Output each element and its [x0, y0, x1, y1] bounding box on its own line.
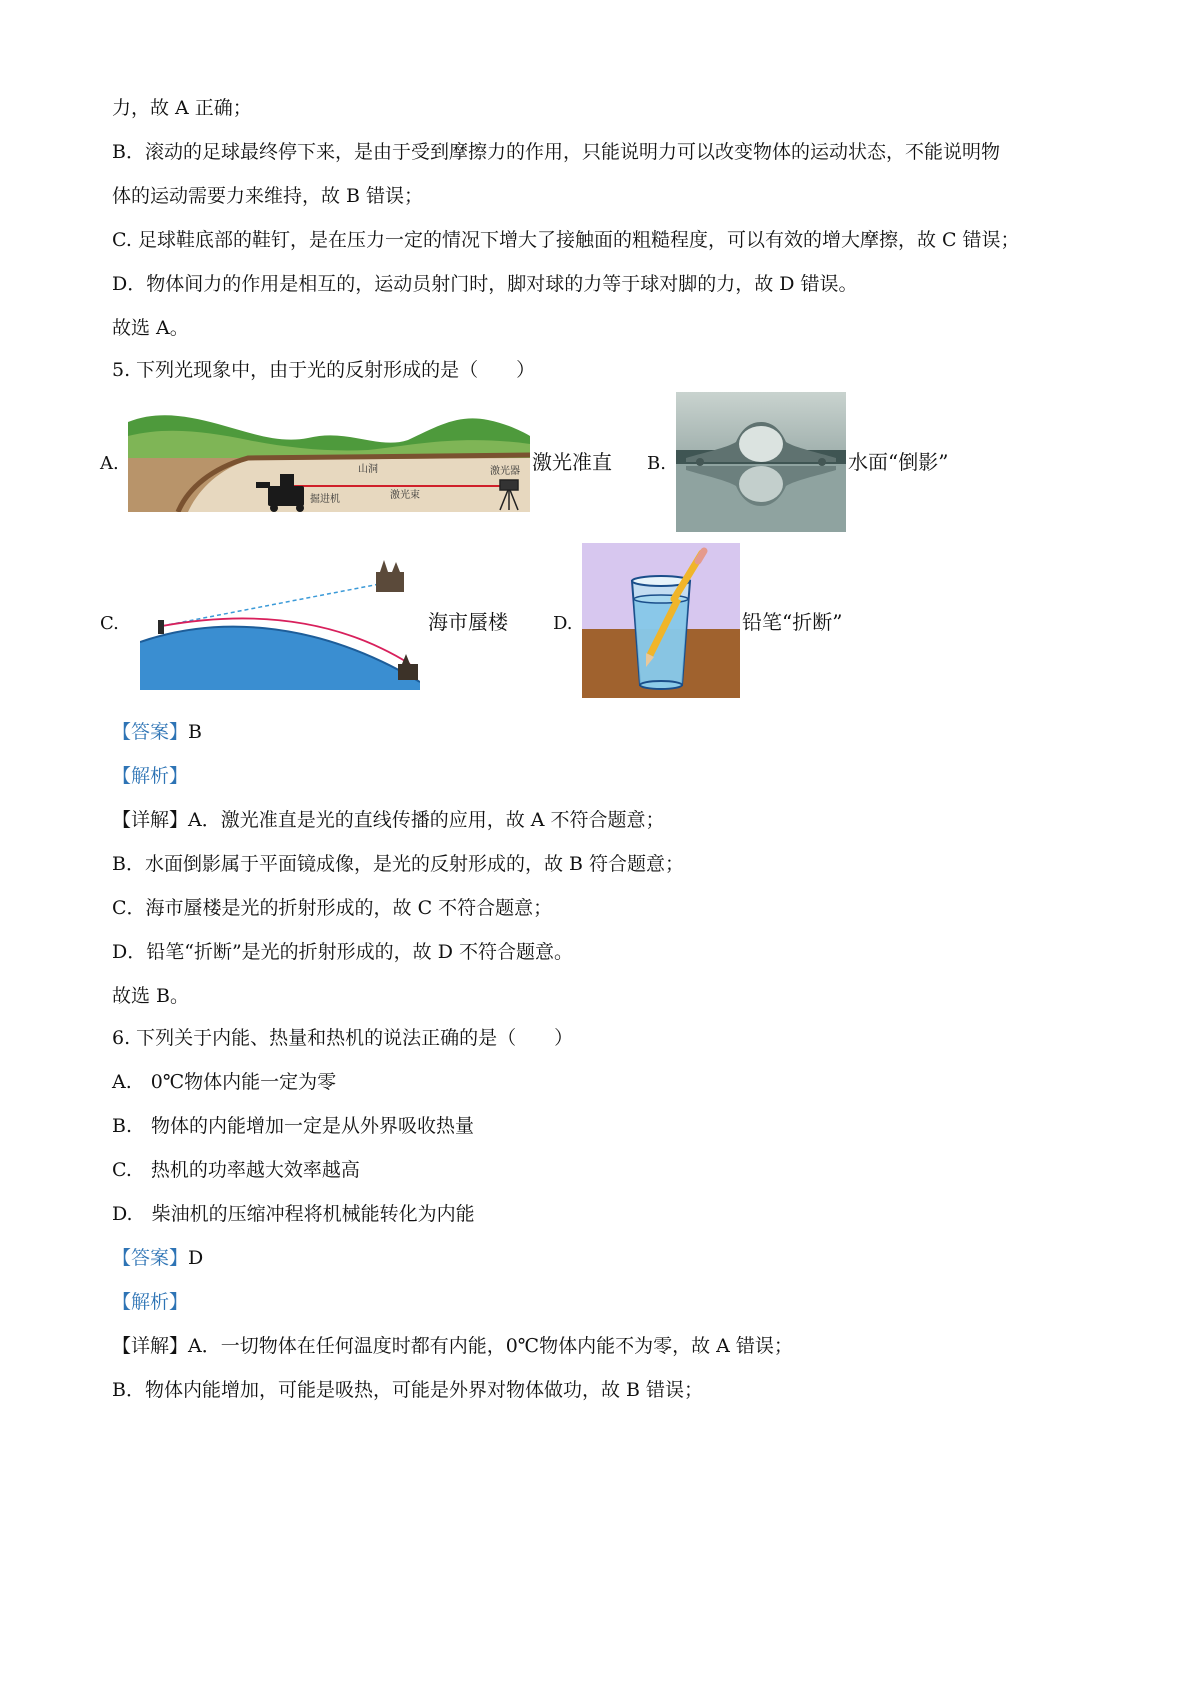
water-reflection-photo	[676, 392, 846, 532]
label-cave: 山洞	[358, 464, 378, 475]
q5-analysis-tag: 【解析】	[112, 765, 189, 787]
option-b-caption: 水面“倒影”	[848, 450, 949, 474]
q5-detail-1: 【详解】A．激光准直是光的直线传播的应用，故 A 不符合题意；	[112, 809, 665, 831]
q6-option-d: D. 柴油机的压缩冲程将机械能转化为内能	[112, 1203, 475, 1225]
question-6-stem: 6. 下列关于内能、热量和热机的说法正确的是（ ）	[112, 1027, 574, 1049]
q5-detail-5: 故选 B。	[112, 985, 190, 1007]
option-d-letter: D.	[553, 613, 573, 634]
q6-option-c: C. 热机的功率越大效率越高	[112, 1159, 360, 1181]
laser-collimation-figure	[128, 410, 530, 512]
q5-answer-tag: 【答案】	[112, 721, 189, 743]
label-laser: 激光器	[490, 466, 520, 477]
option-c-caption: 海市蜃楼	[428, 610, 508, 634]
pencil-in-glass-figure	[582, 543, 740, 698]
question-5-stem: 5. 下列光现象中，由于光的反射形成的是（ ）	[112, 359, 536, 381]
q6-detail-2: B．物体内能增加，可能是吸热，可能是外界对物体做功，故 B 错误；	[112, 1379, 704, 1401]
label-beam: 激光束	[390, 490, 420, 501]
text-line-2: B．滚动的足球最终停下来，是由于受到摩擦力的作用，只能说明力可以改变物体的运动状态，不能说明物	[112, 141, 1000, 163]
text-line-4: C. 足球鞋底部的鞋钉，是在压力一定的情况下增大了接触面的粗糙程度，可以有效的增大摩擦，故 C 错误；	[112, 229, 1020, 251]
q5-detail-3: C．海市蜃楼是光的折射形成的，故 C 不符合题意；	[112, 897, 553, 919]
label-machine: 掘进机	[310, 494, 340, 505]
q5-answer-line	[112, 720, 202, 744]
q5-detail-2: B．水面倒影属于平面镜成像，是光的反射形成的，故 B 符合题意；	[112, 853, 685, 875]
text-line-5: D．物体间力的作用是相互的，运动员射门时，脚对球的力等于球对脚的力，故 D 错误。	[112, 273, 858, 295]
q6-option-b: B. 物体的内能增加一定是从外界吸收热量	[112, 1115, 475, 1137]
q6-answer-value: D	[188, 1247, 204, 1269]
option-a-caption: 激光准直	[532, 450, 612, 474]
text-line-6: 故选 A。	[112, 317, 189, 339]
option-b-letter: B.	[647, 453, 666, 474]
text-line-1: 力，故 A 正确；	[112, 97, 252, 119]
q6-detail-1: 【详解】A．一切物体在任何温度时都有内能，0℃物体内能不为零，故 A 错误；	[112, 1335, 793, 1357]
mirage-figure	[140, 560, 420, 690]
q5-detail-4: D．铅笔“折断”是光的折射形成的，故 D 不符合题意。	[112, 941, 573, 963]
q5-answer-value: B	[188, 721, 202, 743]
text-line-3: 体的运动需要力来维持，故 B 错误；	[112, 185, 424, 207]
q6-analysis-tag: 【解析】	[112, 1291, 189, 1313]
q6-answer-line	[112, 1246, 203, 1270]
q6-option-a: A. 0℃物体内能一定为零	[112, 1071, 337, 1093]
option-c-letter: C.	[100, 613, 119, 634]
option-d-caption: 铅笔“折断”	[742, 610, 843, 634]
q6-answer-tag: 【答案】	[112, 1247, 189, 1269]
option-a-letter: A.	[100, 453, 119, 474]
